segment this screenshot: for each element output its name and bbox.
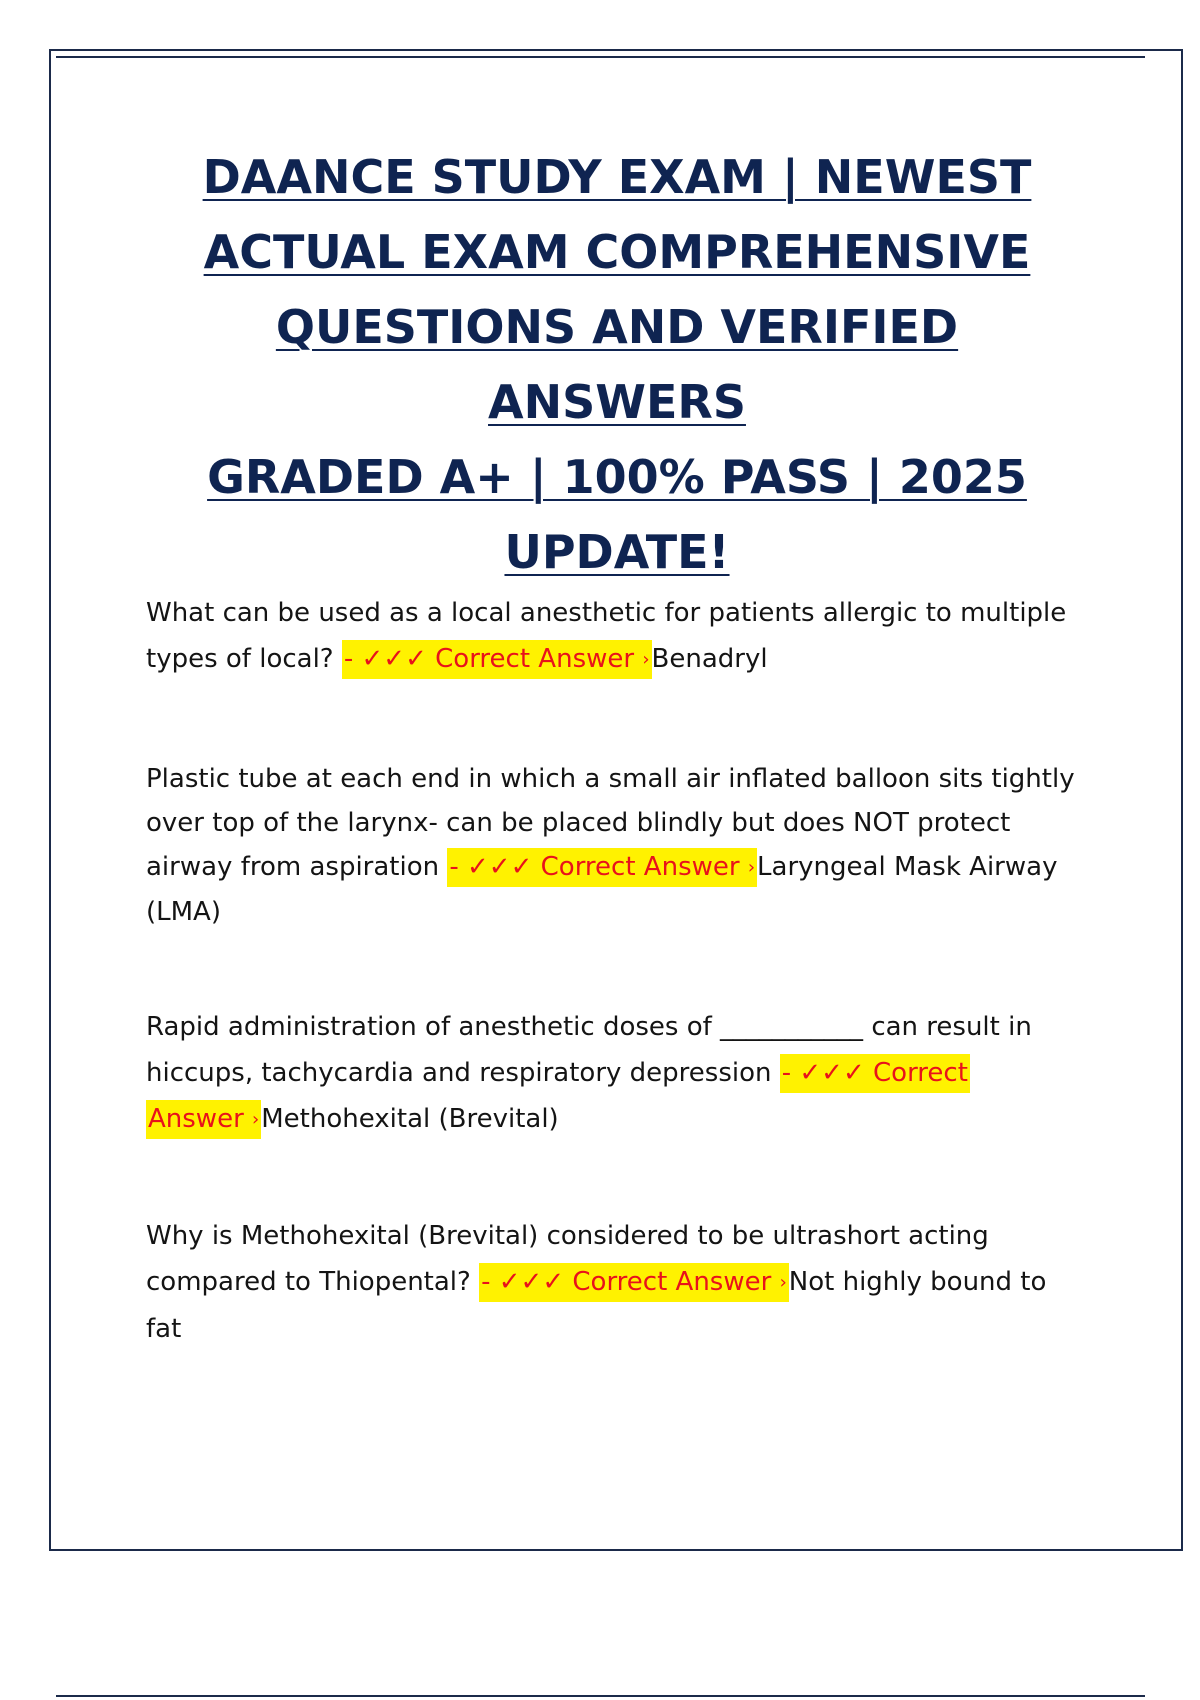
- answer-text: Benadryl: [651, 644, 768, 674]
- question-text: Why is Methohexital (Brevital) considered to be ultrashort acting compared to Thiopental?: [146, 1221, 989, 1297]
- title-line-5: UPDATE!: [504, 525, 730, 579]
- correct-answer-marker: - ✓✓✓ Correct: [780, 1054, 970, 1093]
- answer-text: Methohexital (Brevital): [261, 1104, 559, 1134]
- question-text: What can be used as a local anesthetic for patients allergic to multiple types of local?: [146, 598, 1067, 674]
- bottom-rule: [56, 1695, 1145, 1697]
- answer-text: Not highly bound to fat: [146, 1267, 1047, 1344]
- chevron-right-icon: ›: [779, 1272, 787, 1293]
- title-line-4: GRADED A+ | 100% PASS | 2025: [207, 450, 1027, 504]
- correct-answer-marker: - ✓✓✓ Correct Answer ›: [479, 1263, 789, 1302]
- correct-answer-marker: - ✓✓✓ Correct Answer ›: [342, 640, 652, 679]
- qa-item-2: [146, 757, 1086, 934]
- correct-answer-marker-continued: Answer ›: [146, 1100, 261, 1139]
- title-line-1: DAANCE STUDY EXAM | NEWEST: [202, 150, 1032, 204]
- qa-item-3: [146, 1004, 1086, 1143]
- qa-item-4: [146, 1213, 1086, 1352]
- top-rule: [56, 56, 1145, 58]
- qa-item-1: [146, 590, 1086, 683]
- chevron-right-icon: ›: [252, 1109, 260, 1130]
- answer-text: Laryngeal Mask Airway (LMA): [146, 852, 1058, 927]
- question-text: Plastic tube at each end in which a small air inflated balloon sits tightly over top of the larynx- can be placed blindly but does NOT protect airway from aspiration: [146, 764, 1075, 882]
- question-text: Rapid administration of anesthetic doses of ___________ can result in hiccups, tachycardia and respiratory depression: [146, 1012, 1032, 1088]
- document-title: [150, 140, 1084, 590]
- chevron-right-icon: ›: [747, 857, 756, 878]
- correct-answer-marker: - ✓✓✓ Correct Answer ›: [447, 848, 757, 887]
- chevron-right-icon: ›: [642, 649, 650, 670]
- title-line-3: QUESTIONS AND VERIFIED ANSWERS: [275, 300, 959, 429]
- title-line-2: ACTUAL EXAM COMPREHENSIVE: [203, 225, 1031, 279]
